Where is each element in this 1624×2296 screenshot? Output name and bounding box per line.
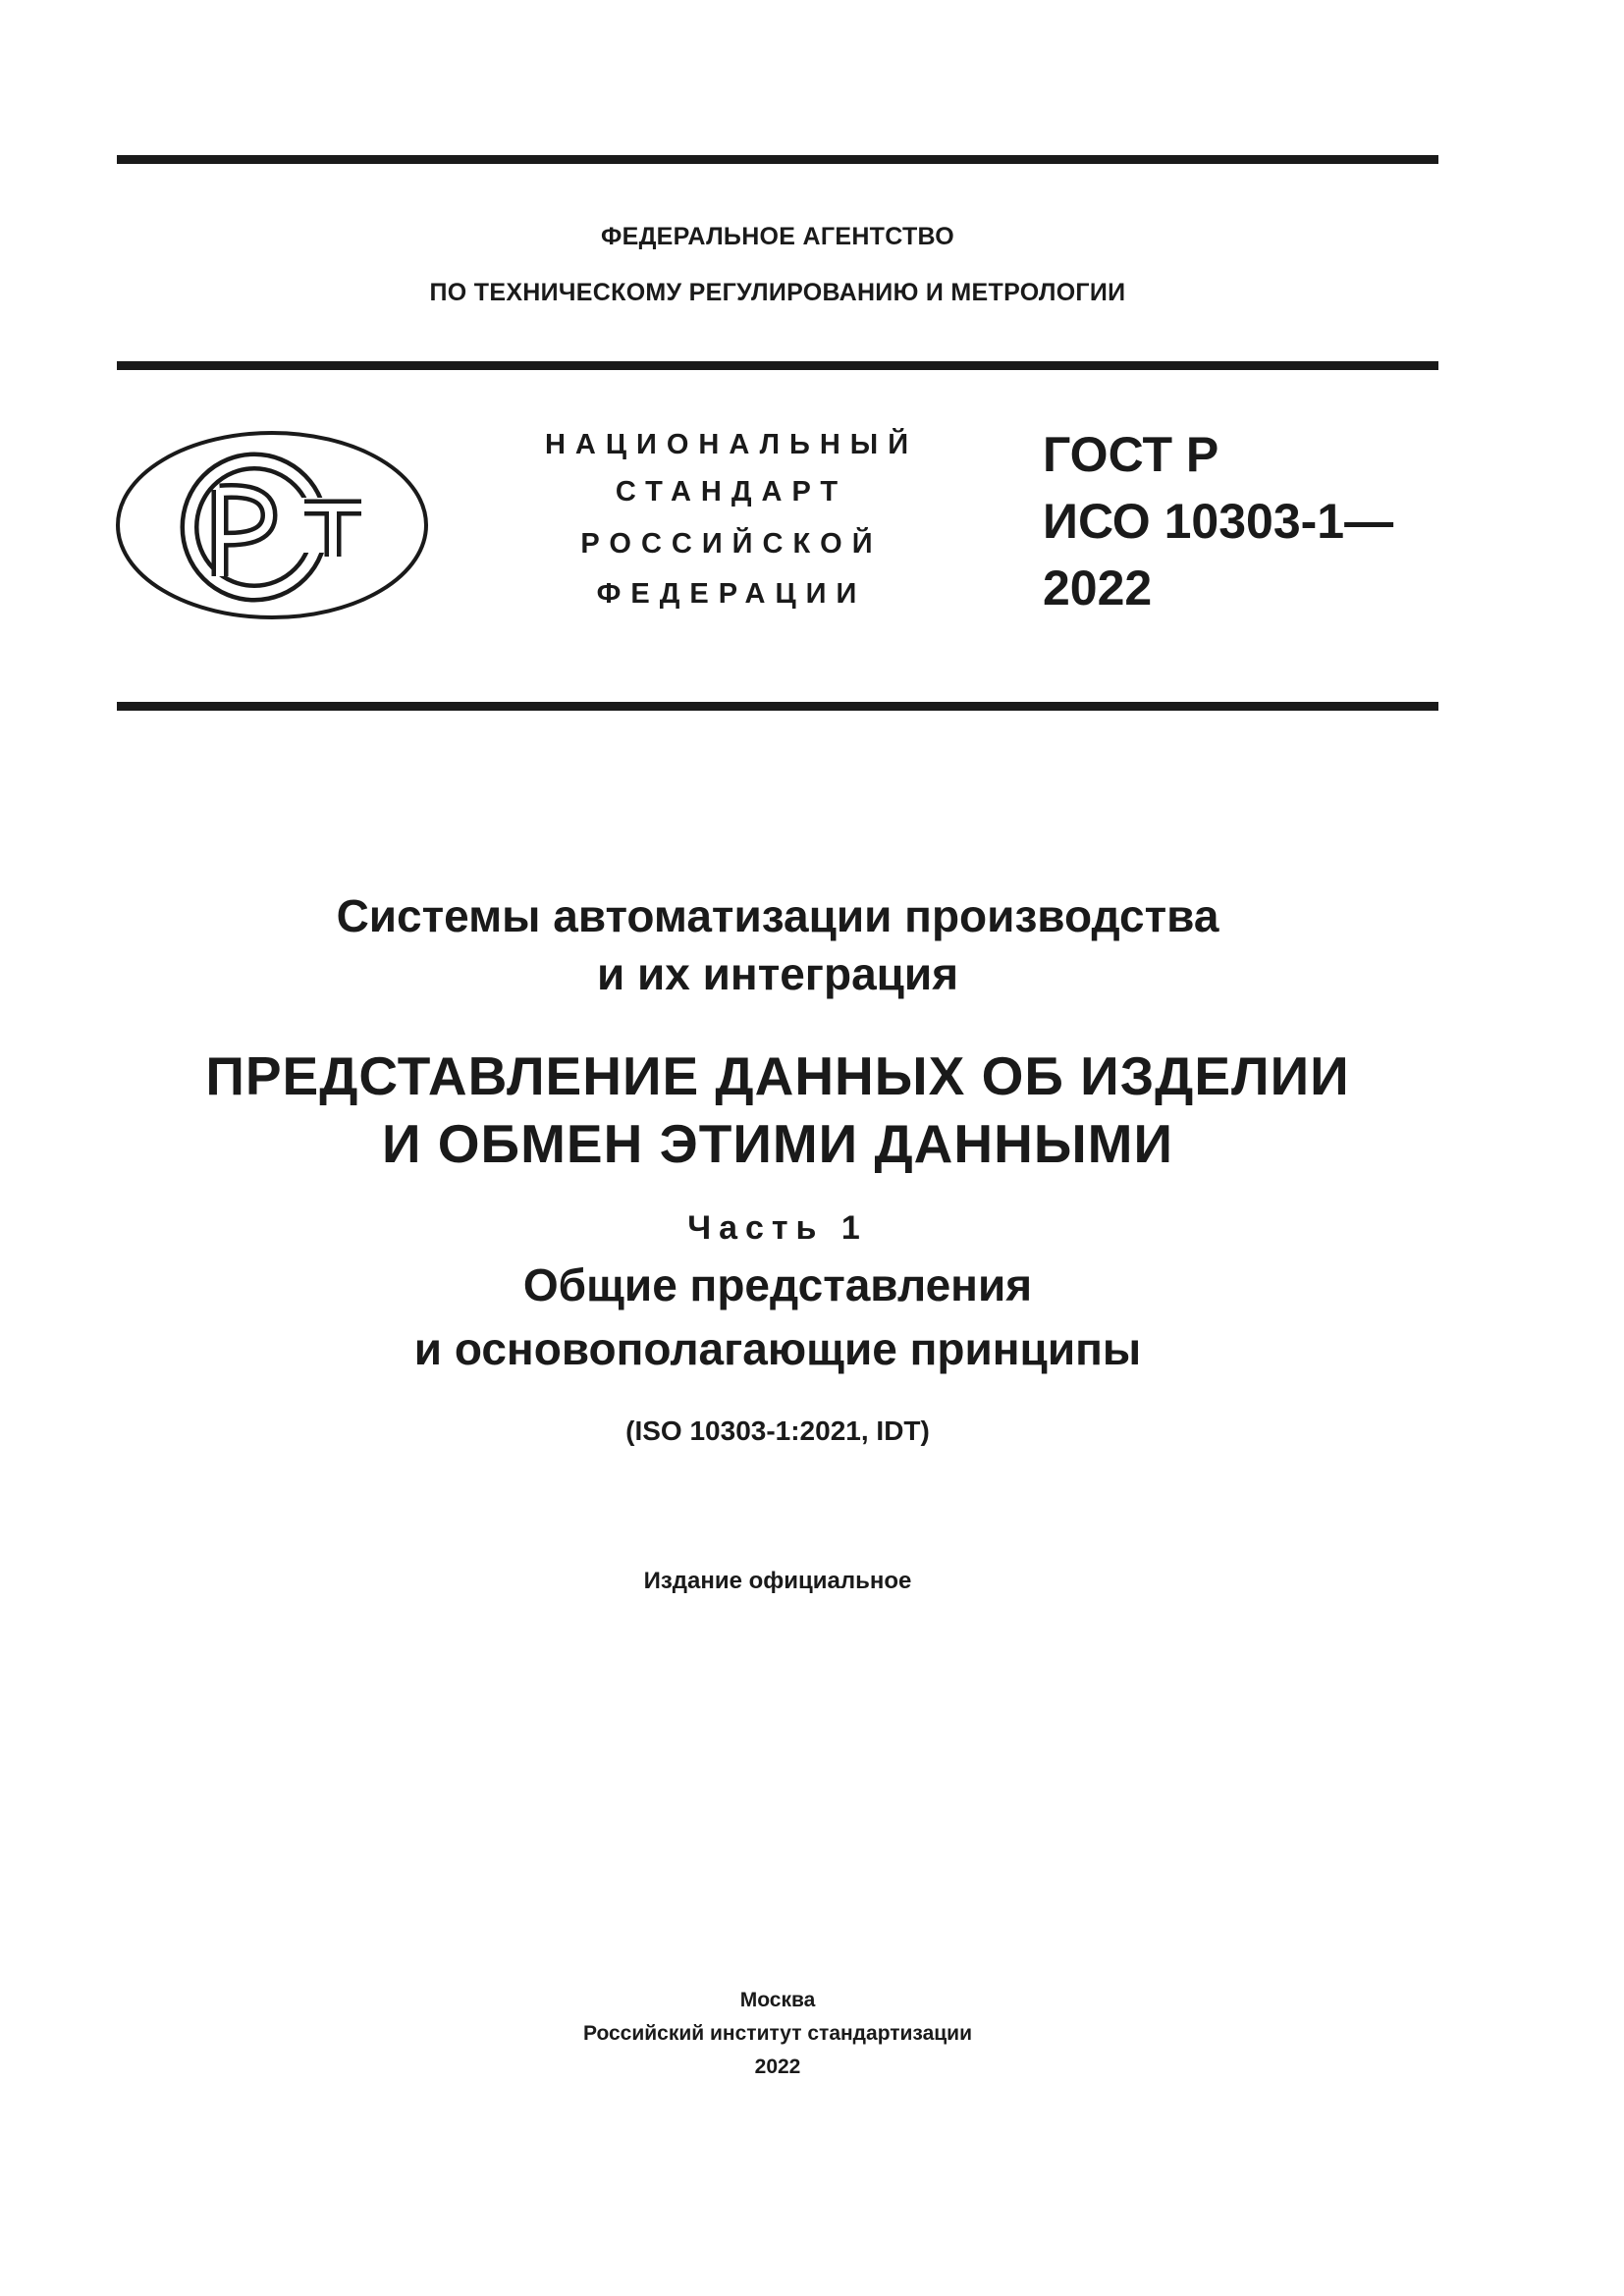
- standard-designation-line2: ИСО 10303-1—: [1043, 494, 1394, 549]
- agency-name-line2: ПО ТЕХНИЧЕСКОМУ РЕГУЛИРОВАНИЮ И МЕТРОЛОГИИ: [429, 279, 1126, 306]
- subtitle-line1: Системы автоматизации производства: [336, 890, 1219, 941]
- national-standard-line2: СТАНДАРТ: [615, 476, 848, 507]
- national-standard-line1: НАЦИОНАЛЬНЫЙ: [544, 429, 919, 460]
- rst-certification-mark-icon: [114, 429, 430, 621]
- standard-designation-line1: ГОСТ Р: [1043, 427, 1219, 482]
- main-title-line1: ПРЕДСТАВЛЕНИЕ ДАННЫХ ОБ ИЗДЕЛИИ: [205, 1045, 1350, 1106]
- iso-reference: (ISO 10303-1:2021, IDT): [625, 1415, 930, 1446]
- part-title-line2: и основополагающие принципы: [413, 1323, 1142, 1374]
- top-rule: [117, 155, 1438, 164]
- main-title-line2: И ОБМЕН ЭТИМИ ДАННЫМИ: [381, 1113, 1174, 1174]
- imprint-city: Москва: [739, 1989, 816, 2011]
- part-label: Часть 1: [687, 1209, 868, 1247]
- national-standard-line3: РОССИЙСКОЙ: [580, 528, 883, 560]
- imprint-year: 2022: [754, 2056, 801, 2078]
- standard-designation-line3: 2022: [1043, 561, 1153, 615]
- agency-name-line1: ФЕДЕРАЛЬНОЕ АГЕНТСТВО: [600, 223, 955, 250]
- part-title-line1: Общие представления: [522, 1259, 1033, 1310]
- edition-note: Издание официальное: [643, 1568, 912, 1594]
- national-standard-line4: ФЕДЕРАЦИИ: [596, 578, 867, 610]
- subtitle-line2: и их интеграция: [596, 948, 959, 999]
- imprint-publisher: Российский институт стандартизации: [582, 2022, 973, 2045]
- designation-rule: [117, 702, 1438, 711]
- header-rule: [117, 361, 1438, 370]
